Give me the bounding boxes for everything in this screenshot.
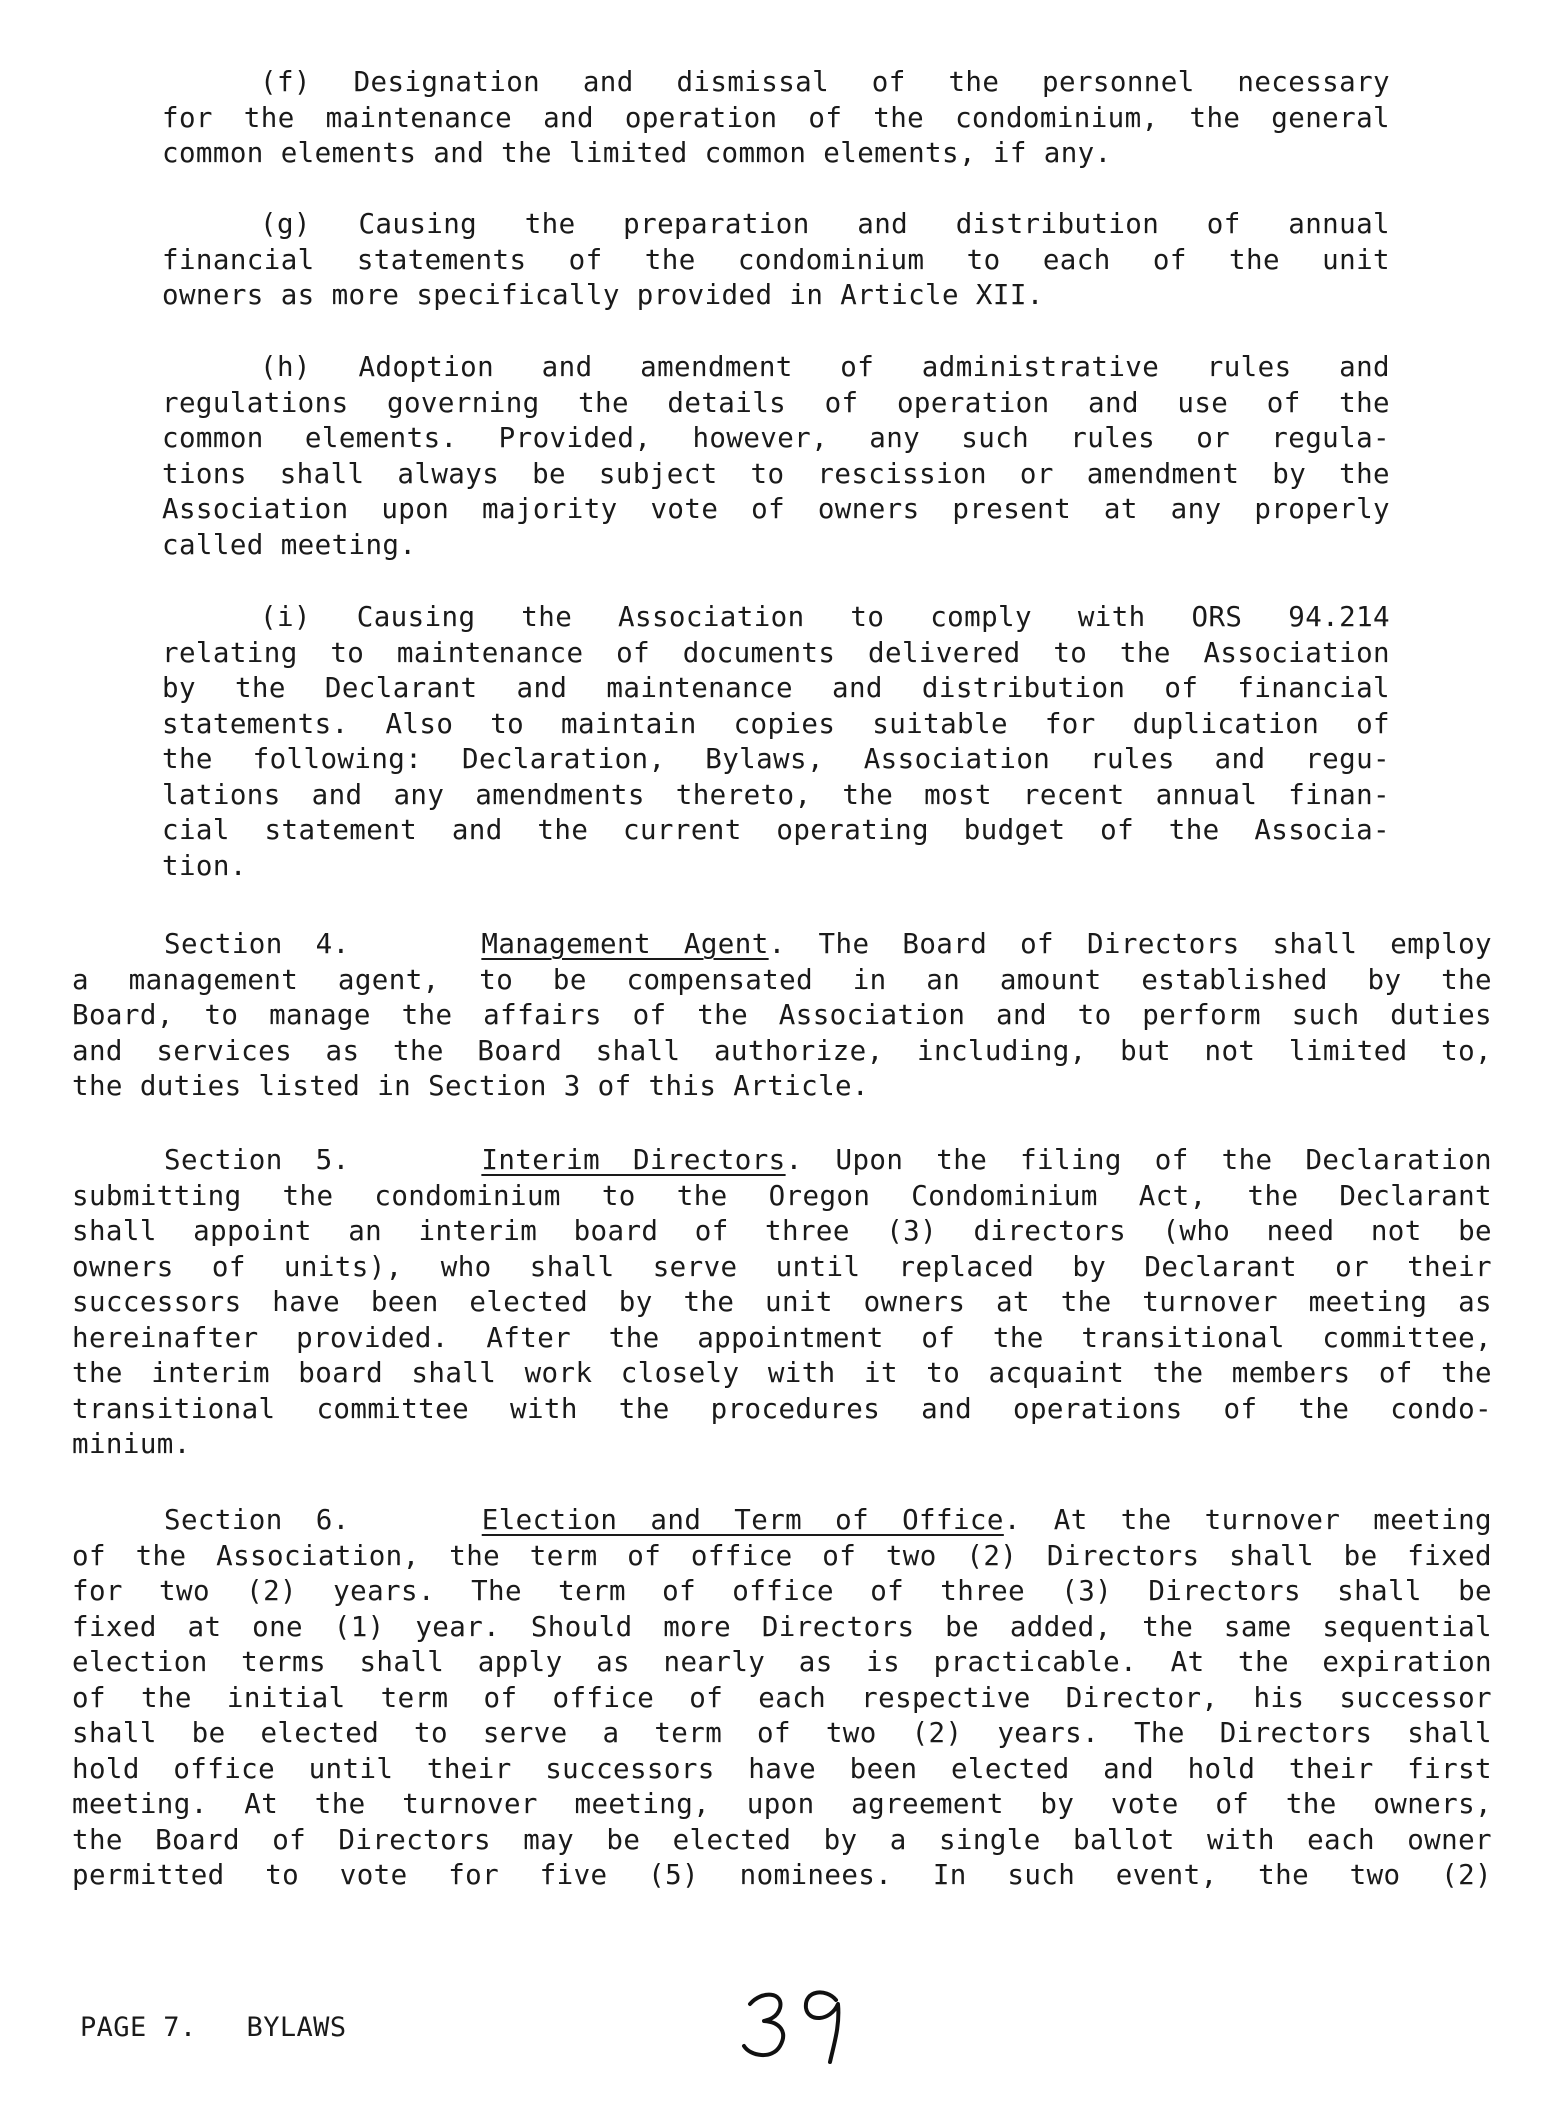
text-line: successors have been elected by the unit owners at the turnover meeting as (72, 1286, 1492, 1318)
text-line: fixed at one (1) year. Should more Directors be added, the same sequential (72, 1610, 1492, 1643)
text-line: of the initial term of office of each respective Director, his successor (72, 1681, 1492, 1714)
text-line: the duties listed in Section 3 of this Article. (72, 1070, 869, 1102)
section-6 (72, 1503, 1492, 1894)
page-number-text (860, 1980, 861, 1981)
text-line: common elements. Provided, however, any such rules or regula- (162, 422, 1390, 454)
section-number: Section 5. (164, 1144, 350, 1176)
text-line: for the maintenance and operation of the condominium, the general (162, 101, 1390, 134)
section-5 (72, 1143, 1492, 1463)
paragraph-i (162, 600, 1390, 884)
text-line: called meeting. (162, 528, 417, 561)
section-number: Section 4. (164, 928, 350, 960)
text-line: permitted to vote for five (5) nominees. In such event, the two (2) (72, 1859, 1492, 1891)
text-line: a management agent, to be compensated in an amount established by the (72, 963, 1492, 996)
text-line: statements. Also to maintain copies suitable for duplication of (162, 707, 1390, 740)
text-line: hold office until their successors have been elected and hold their first (72, 1752, 1492, 1785)
text-line: owners as more specifically provided in Article XII. (162, 279, 1044, 311)
text-line: of the Association, the term of office of two (2) Directors shall be fixed (72, 1539, 1492, 1572)
text-line: transitional committee with the procedures and operations of the condo- (72, 1392, 1492, 1425)
text-line: financial statements of the condominium to each of the unit (162, 243, 1390, 276)
text-line: (f) Designation and dismissal of the personnel necessary (260, 66, 1390, 98)
text-line: (h) Adoption and amendment of administrative rules and (260, 351, 1390, 383)
text-line: for two (2) years. The term of office of three (3) Directors shall be (72, 1575, 1492, 1607)
text-line: lations and any amendments thereto, the most recent annual finan- (162, 778, 1390, 811)
text-line: hereinafter provided. After the appointment of the transitional committee, (72, 1321, 1492, 1354)
section-heading: Election and Term of Office (481, 1504, 1004, 1536)
section-heading-line (72, 927, 1492, 963)
section-text: . The Board of Directors shall employ (768, 928, 1492, 960)
text-line: tions shall always be subject to rescission or amendment by the (162, 457, 1390, 490)
section-text: . At the turnover meeting (1003, 1504, 1492, 1536)
text-line: submitting the condominium to the Oregon Condominium Act, the Declarant (72, 1179, 1492, 1212)
text-line: by the Declarant and maintenance and distribution of financial (162, 672, 1390, 704)
text-line: the interim board shall work closely with it to acquaint the members of the (72, 1357, 1492, 1389)
paragraph-h (162, 350, 1390, 563)
text-line: the following: Declaration, Bylaws, Association rules and regu- (162, 743, 1390, 775)
handwritten-page-number (740, 1980, 860, 2077)
text-line: relating to maintenance of documents delivered to the Association (162, 636, 1390, 669)
text-line: shall appoint an interim board of three (3) directors (who need not be (72, 1215, 1492, 1247)
text-line: the Board of Directors may be elected by a single ballot with each owner (72, 1823, 1492, 1856)
section-heading: Management Agent (481, 928, 769, 960)
text-line: (g) Causing the preparation and distribution of annual (260, 208, 1390, 240)
text-line: cial statement and the current operating budget of the Associa- (162, 814, 1390, 846)
paragraph-g (162, 207, 1390, 314)
text-line: shall be elected to serve a term of two (2) years. The Directors shall (72, 1717, 1492, 1749)
text-line: election terms shall apply as nearly as is practicable. At the expiration (72, 1646, 1492, 1678)
text-line: Board, to manage the affairs of the Association and to perform such duties (72, 999, 1492, 1031)
handwritten-page-number-drawing (740, 1980, 860, 2070)
text-line: regulations governing the details of operation and use of the (162, 386, 1390, 419)
section-4 (72, 927, 1492, 1105)
section-heading-line (72, 1143, 1492, 1179)
text-line: (i) Causing the Association to comply with ORS 94.214 (260, 601, 1390, 633)
text-line: Association upon majority vote of owners present at any properly (162, 493, 1390, 525)
section-text: . Upon the filing of the Declaration (785, 1144, 1492, 1176)
text-line: minium. (72, 1428, 191, 1460)
section-heading-line (72, 1503, 1492, 1539)
section-heading: Interim Directors (481, 1144, 786, 1176)
page-footer: PAGE 7. BYLAWS (80, 2012, 347, 2043)
paragraph-f (162, 65, 1390, 172)
text-line: tion. (162, 849, 247, 882)
section-number: Section 6. (164, 1504, 350, 1536)
text-line: common elements and the limited common elements, if any. (162, 137, 1112, 169)
text-line: meeting. At the turnover meeting, upon agreement by vote of the owners, (72, 1788, 1492, 1820)
text-line: owners of units), who shall serve until replaced by Declarant or their (72, 1250, 1492, 1283)
text-line: and services as the Board shall authorize, including, but not limited to, (72, 1034, 1492, 1067)
